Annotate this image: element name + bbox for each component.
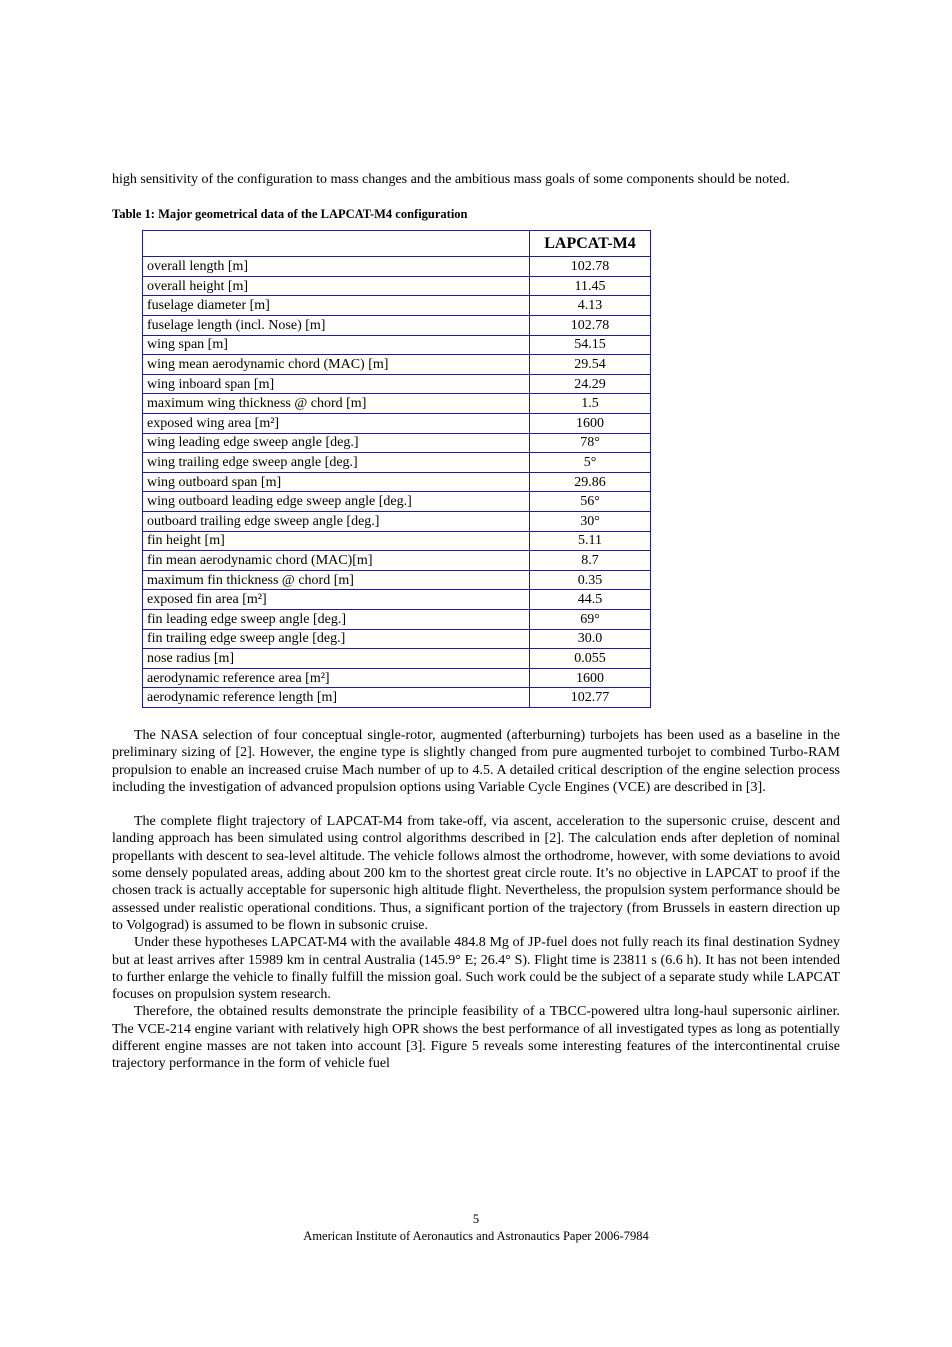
value-cell: 1600: [530, 668, 651, 688]
parameter-cell: fin trailing edge sweep angle [deg.]: [143, 629, 530, 649]
value-cell: 69°: [530, 609, 651, 629]
table-row: [143, 355, 651, 375]
paragraph-flight-trajectory: The complete flight trajectory of LAPCAT-M4 from take-off, via ascent, acceleration to the supersonic cruise, descent and landing approach has been simulated using control algorithms described in [2]. The calculation ends after depletion of nominal propellants with descent to sea-level altitude. The vehicle follows almost the orthodrome, however, with some deviations to avoid some densely populated areas, adding about 200 km to the shortest great circle route. It’s no objective in LAPCAT to proof if the chosen track is actually acceptable for supersonic high altitude flight. Nevertheless, the propulsion system performance should be assessed under realistic operational conditions. Thus, a significant portion of the trajectory (from Brussels in eastern direction up to Volgograd) is assumed to be flown in subsonic cruise.: [112, 814, 840, 933]
value-cell: 5°: [530, 453, 651, 473]
parameter-cell: maximum wing thickness @ chord [m]: [143, 394, 530, 414]
parameter-cell: wing outboard span [m]: [143, 472, 530, 492]
table-row: [143, 668, 651, 688]
value-cell: 30°: [530, 512, 651, 532]
table-row: [143, 570, 651, 590]
table-row: [143, 512, 651, 532]
value-cell: 102.77: [530, 688, 651, 708]
page-number: 5: [472, 1212, 480, 1226]
value-cell: 4.13: [530, 296, 651, 316]
value-cell: 1.5: [530, 394, 651, 414]
value-cell: 1600: [530, 414, 651, 434]
table-caption: Table 1: Major geometrical data of the LAPCAT-M4 configuration: [112, 207, 468, 222]
table-row: [143, 257, 651, 277]
value-cell: 102.78: [530, 257, 651, 277]
intro-paragraph: high sensitivity of the configuration to mass changes and the ambitious mass goals of some components should be noted.: [112, 172, 790, 187]
value-cell: 30.0: [530, 629, 651, 649]
parameter-cell: wing mean aerodynamic chord (MAC) [m]: [143, 355, 530, 375]
table-row: [143, 531, 651, 551]
parameter-cell: nose radius [m]: [143, 649, 530, 669]
table-row: [143, 374, 651, 394]
table-row: [143, 472, 651, 492]
parameter-cell: fin height [m]: [143, 531, 530, 551]
value-cell: 54.15: [530, 335, 651, 355]
table-body: [143, 257, 651, 708]
table-row: [143, 590, 651, 610]
table-row: [143, 629, 651, 649]
table-header-row: [143, 231, 651, 257]
table-row: [143, 335, 651, 355]
table-row: [143, 453, 651, 473]
value-cell: 29.86: [530, 472, 651, 492]
table-row: [143, 492, 651, 512]
value-cell: 102.78: [530, 316, 651, 336]
parameter-cell: wing span [m]: [143, 335, 530, 355]
geometry-table: [142, 230, 651, 708]
parameter-cell: fuselage diameter [m]: [143, 296, 530, 316]
parameter-cell: outboard trailing edge sweep angle [deg.]: [143, 512, 530, 532]
parameter-cell: wing inboard span [m]: [143, 374, 530, 394]
parameter-cell: aerodynamic reference length [m]: [143, 688, 530, 708]
parameter-cell: fin leading edge sweep angle [deg.]: [143, 609, 530, 629]
table-header-empty-cell: [143, 231, 530, 257]
parameter-cell: fin mean aerodynamic chord (MAC)[m]: [143, 551, 530, 571]
parameter-cell: wing outboard leading edge sweep angle [deg.]: [143, 492, 530, 512]
parameter-cell: overall length [m]: [143, 257, 530, 277]
table-row: [143, 433, 651, 453]
parameter-cell: aerodynamic reference area [m²]: [143, 668, 530, 688]
parameter-cell: wing leading edge sweep angle [deg.]: [143, 433, 530, 453]
table-row: [143, 296, 651, 316]
parameter-cell: wing trailing edge sweep angle [deg.]: [143, 453, 530, 473]
value-cell: 0.35: [530, 570, 651, 590]
paragraph-hypotheses: Under these hypotheses LAPCAT-M4 with the available 484.8 Mg of JP-fuel does not fully reach its final destination Sydney but at least arrives after 15989 km in central Australia (145.9° E; 26.4° S). Flight time is 23811 s (6.6 h). It has not been intended to further enlarge the vehicle to finally fulfill the mission goal. Such work could be the subject of a separate study while LAPCAT focuses on propulsion system research.: [112, 935, 840, 1003]
value-cell: 78°: [530, 433, 651, 453]
value-cell: 8.7: [530, 551, 651, 571]
value-cell: 0.055: [530, 649, 651, 669]
paragraph-engine-selection: The NASA selection of four conceptual single-rotor, augmented (afterburning) turbojets has been used as a baseline in the preliminary sizing of [2]. However, the engine type is slightly changed from pure augmented turbojet to combined Turbo-RAM propulsion to enable an increased cruise Mach number of up to 4.5. A detailed critical description of the engine selection process including the investigation of advanced propulsion options using Variable Cycle Engines (VCE) are described in [3].: [112, 727, 840, 795]
parameter-cell: exposed wing area [m²]: [143, 414, 530, 434]
table-row: [143, 316, 651, 336]
table-row: [143, 649, 651, 669]
footer-publisher-line: American Institute of Aeronautics and Astronautics Paper 2006-7984: [303, 1229, 649, 1243]
paper-page: [112, 171, 840, 1073]
value-cell: 24.29: [530, 374, 651, 394]
value-cell: 44.5: [530, 590, 651, 610]
table-column-header: LAPCAT-M4: [530, 231, 651, 257]
value-cell: 56°: [530, 492, 651, 512]
parameter-cell: exposed fin area [m²]: [143, 590, 530, 610]
table-row: [143, 414, 651, 434]
parameter-cell: fuselage length (incl. Nose) [m]: [143, 316, 530, 336]
paragraph-conclusion: Therefore, the obtained results demonstrate the principle feasibility of a TBCC-powered ultra long-haul supersonic airliner. The VCE-214 engine variant with relatively high OPR shows the best performance of all investigated types as long as potentially different engine masses are not taken into account [3]. Figure 5 reveals some interesting features of the intercontinental cruise trajectory performance in the form of vehicle fuel: [112, 1004, 840, 1072]
value-cell: 11.45: [530, 276, 651, 296]
value-cell: 5.11: [530, 531, 651, 551]
table-row: [143, 276, 651, 296]
table-row: [143, 394, 651, 414]
parameter-cell: maximum fin thickness @ chord [m]: [143, 570, 530, 590]
table-row: [143, 609, 651, 629]
value-cell: 29.54: [530, 355, 651, 375]
parameter-cell: overall height [m]: [143, 276, 530, 296]
table-row: [143, 688, 651, 708]
table-row: [143, 551, 651, 571]
